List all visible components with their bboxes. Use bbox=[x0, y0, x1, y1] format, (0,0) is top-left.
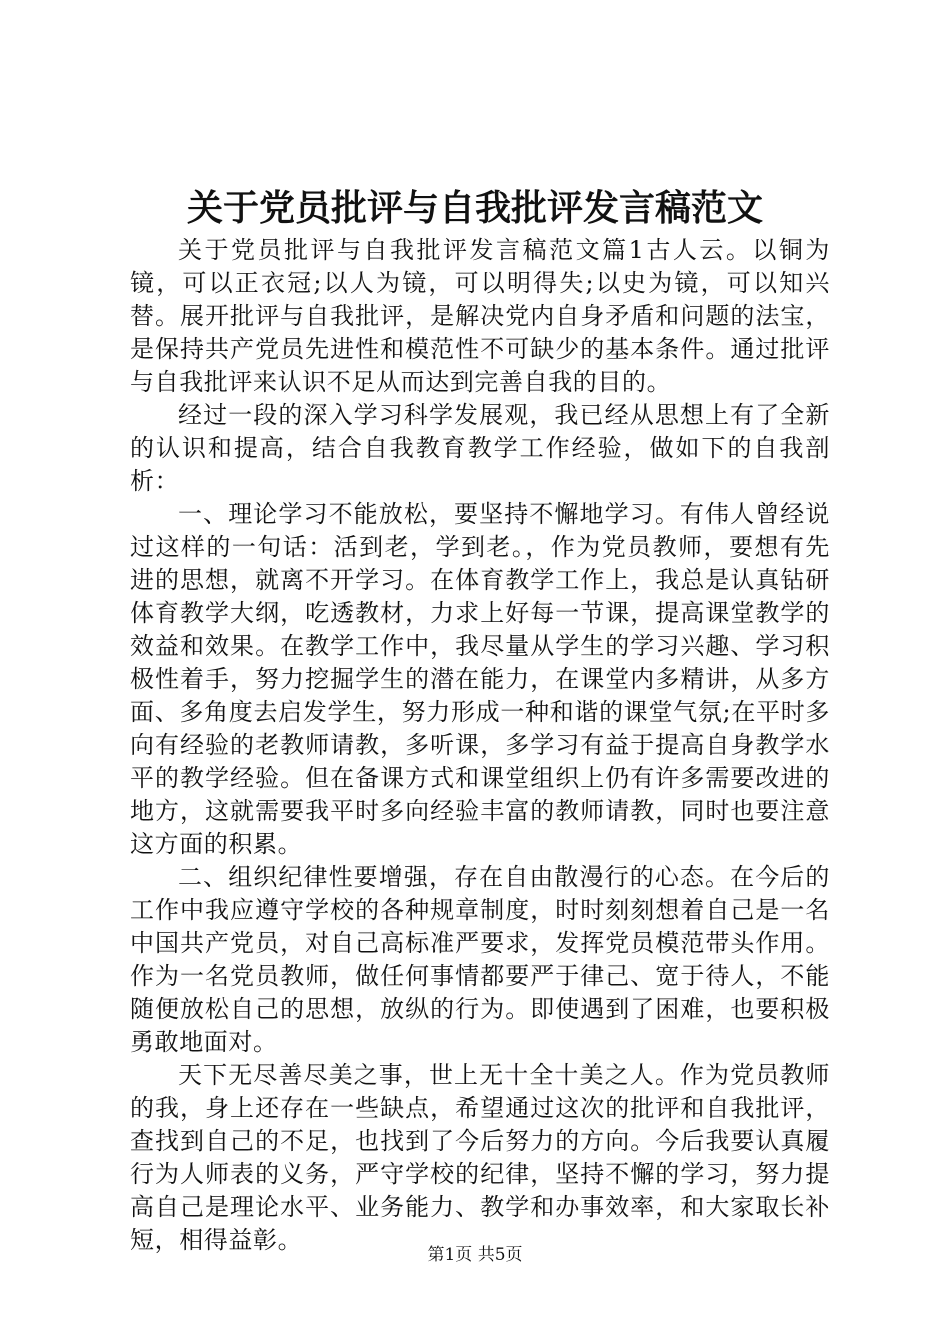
document-body bbox=[130, 234, 830, 1257]
paragraph-conclusion: 天下无尽善尽美之事，世上无十全十美之人。作为党员教师的我，身上还存在一些缺点，希望通过这次的批评和自我批评，查找到自己的不足，也找到了今后努力的方向。今后我要认真履行为人师表的义务，严守学校的纪律，坚持不懈的学习，努力提高自己是理论水平、业务能力、教学和办事效率，和大家取长补短，相得益彰。 bbox=[130, 1061, 830, 1254]
page-number: 第1页 共5页 bbox=[427, 1245, 523, 1265]
document-title: 关于党员批评与自我批评发言稿范文 bbox=[186, 187, 763, 229]
paragraph-self-analysis: 经过一段的深入学习科学发展观，我已经从思想上有了全新的认识和提高，结合自我教育教学工作经验，做如下的自我剖析： bbox=[130, 401, 830, 495]
paragraph-discipline: 二、组织纪律性要增强，存在自由散漫行的心态。在今后的工作中我应遵守学校的各种规章制度，时时刻刻想着自己是一名中国共产党员，对自己高标准严要求，发挥党员模范带头作用。作为一名党员教师，做任何事情都要严于律己、宽于待人，不能随便放松自己的思想，放纵的行为。即使遇到了困难，也要积极勇敢地面对。 bbox=[130, 863, 830, 1056]
paragraph-intro: 关于党员批评与自我批评发言稿范文篇1古人云。以铜为镜，可以正衣冠;以人为镜，可以明得失;以史为镜，可以知兴替。展开批评与自我批评，是解决党内自身矛盾和问题的法宝，是保持共产党员先进性和模范性不可缺少的基本条件。通过批评与自我批评来认识不足从而达到完善自我的目的。 bbox=[130, 236, 830, 396]
paragraph-theory-study: 一、理论学习不能放松，要坚持不懈地学习。有伟人曾经说过这样的一句话：活到老，学到老。，作为党员教师，要想有先进的思想，就离不开学习。在体育教学工作上，我总是认真钻研体育教学大纲，吃透教材，力求上好每一节课，提高课堂教学的效益和效果。在教学工作中，我尽量从学生的学习兴趣、学习积极性着手，努力挖掘学生的潜在能力，在课堂内多精讲，从多方面、多角度去启发学生，努力形成一种和谐的课堂气氛;在平时多向有经验的老教师请教，多听课，多学习有益于提高自身教学水平的教学经验。但在备课方式和课堂组织上仍有许多需要改进的地方，这就需要我平时多向经验丰富的教师请教，同时也要注意这方面的积累。 bbox=[130, 500, 830, 858]
